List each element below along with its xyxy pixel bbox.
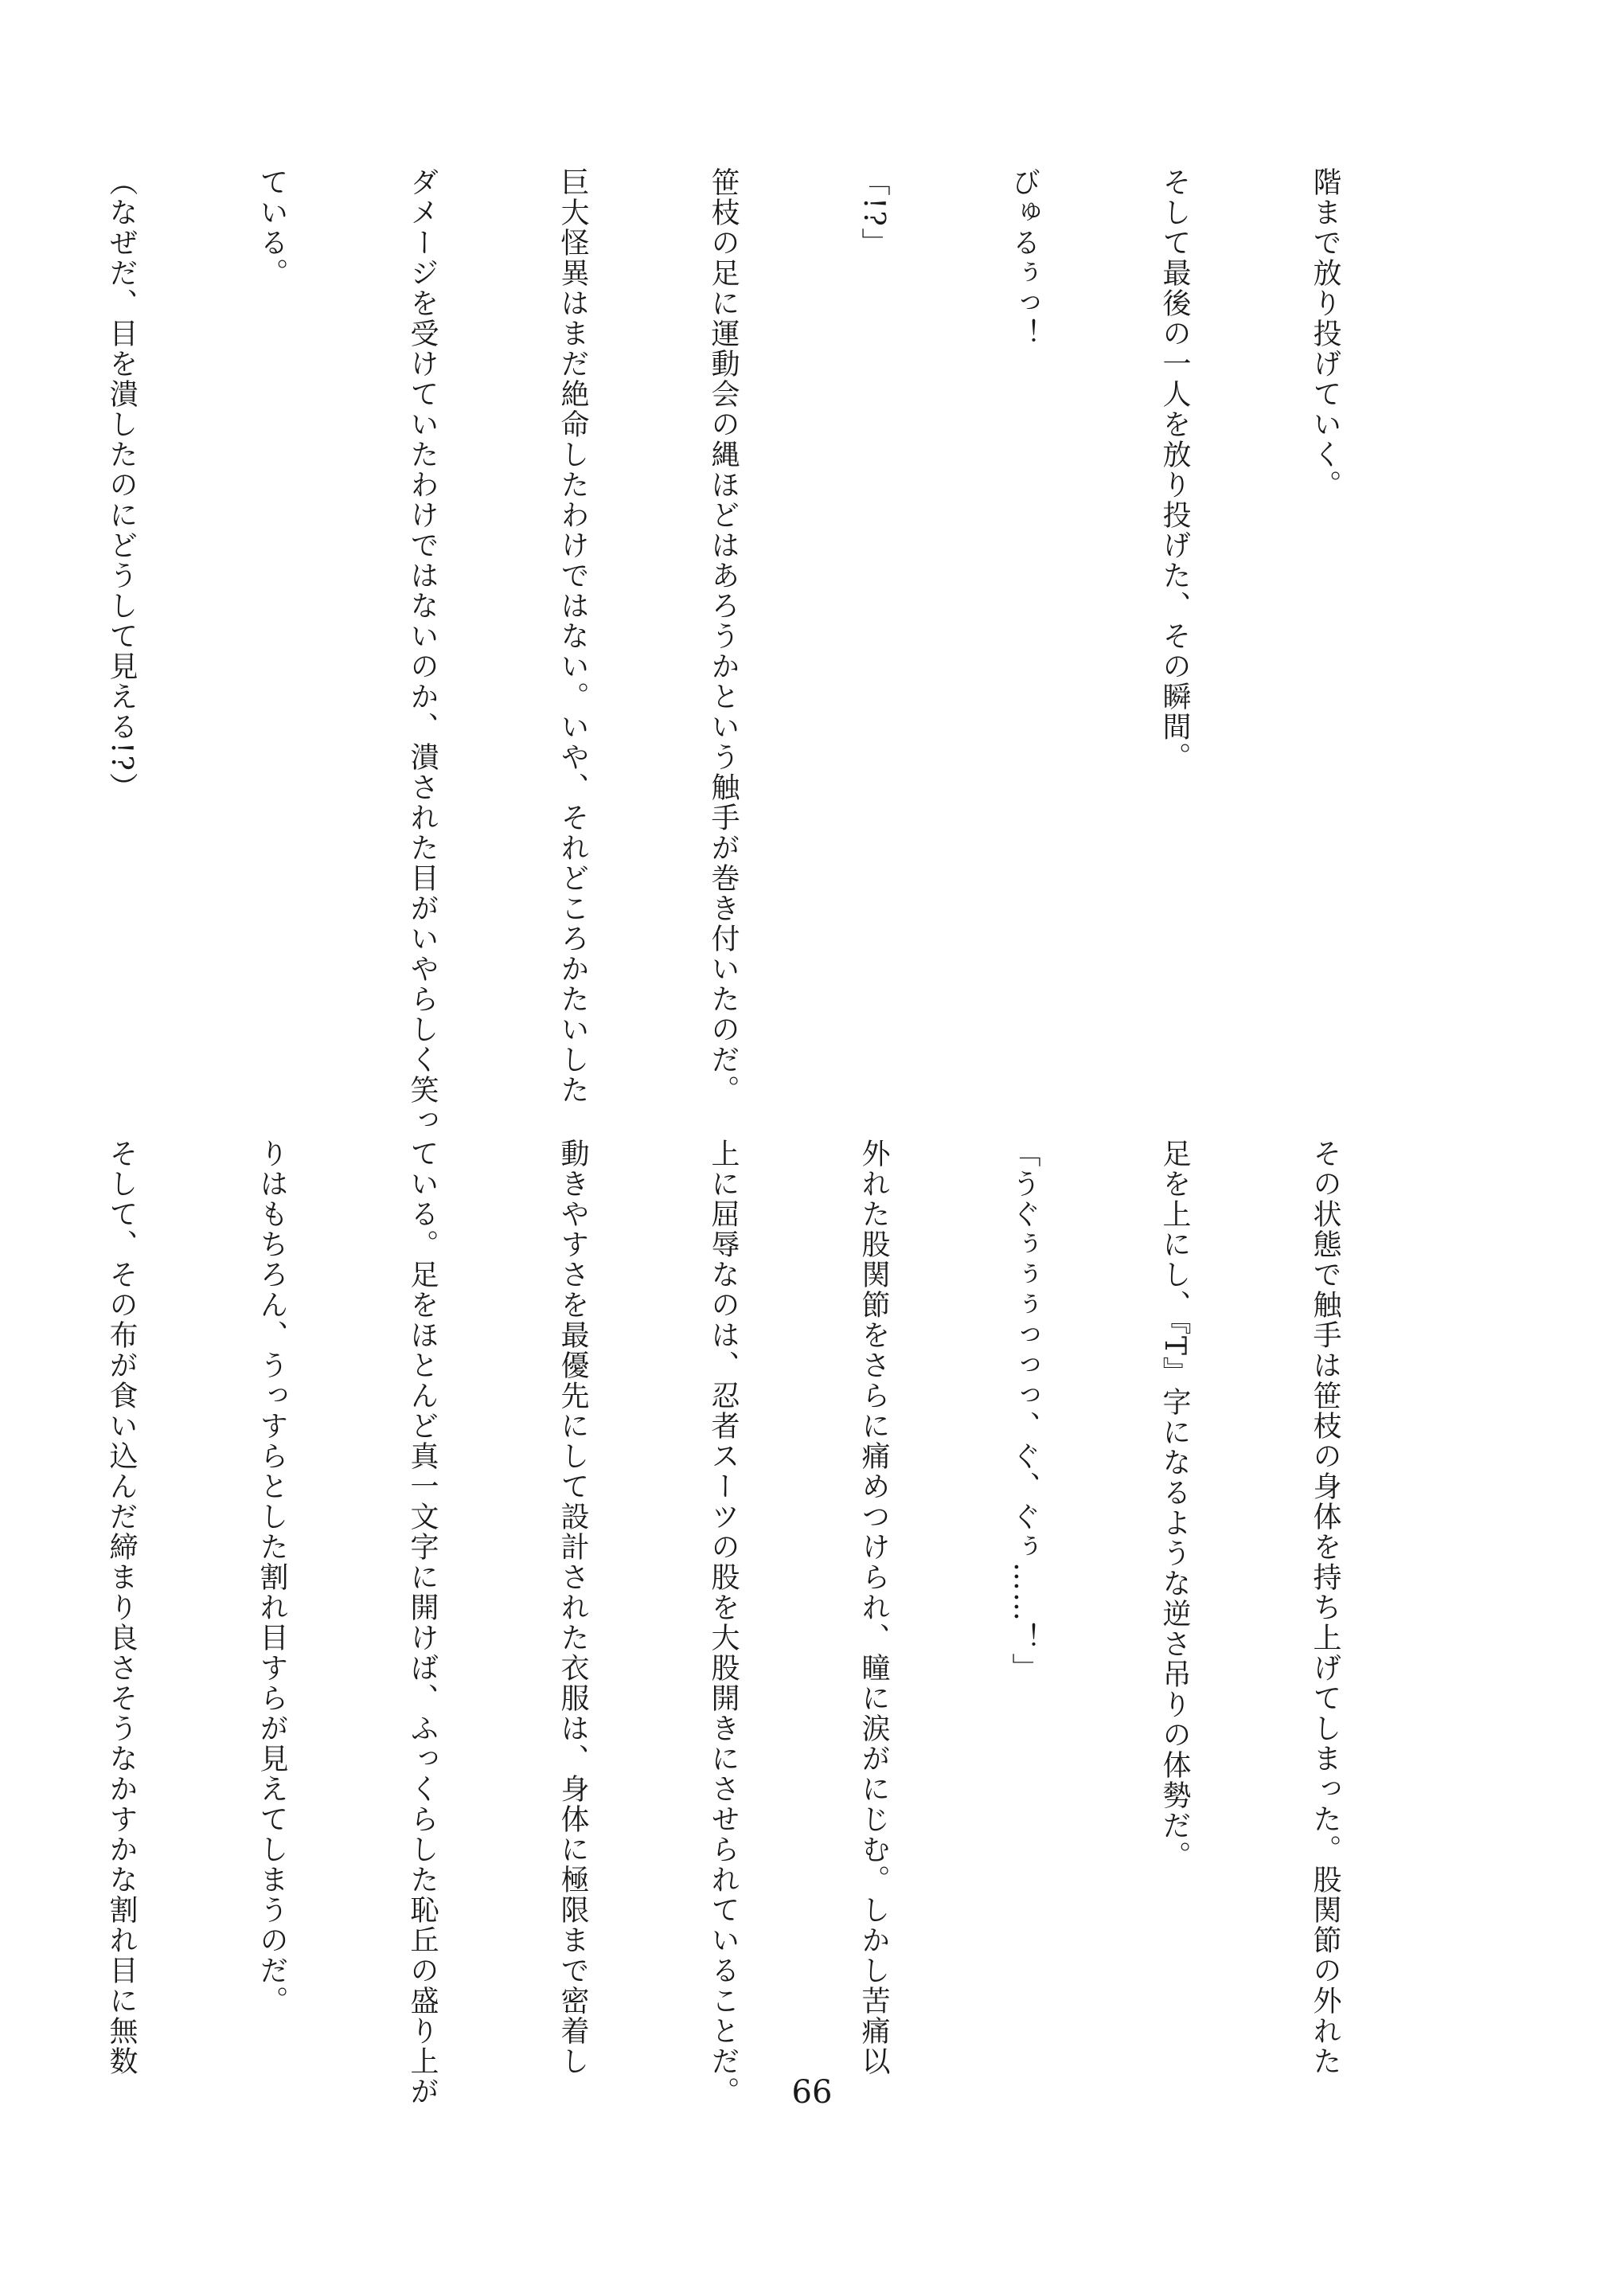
text-line: ダメージを受けていたわけではないのか、潰された目がいやらしく笑っ	[406, 167, 439, 1135]
text-line: 笹枝の足に運動会の縄ほどはあろうかという触手が巻き付いたのだ。	[707, 167, 740, 1105]
text-line: ている。	[256, 167, 288, 288]
text-line: 巨大怪異はまだ絶命したわけではない。いや、それどころかたいした	[556, 167, 589, 1105]
text-line: そして、その布が食い込んだ締まり良さそうなかすかな割れ目に無数	[105, 1139, 138, 2076]
text-line: りはもちろん、うっすらとした割れ目すらが見えてしまうのだ。	[256, 1139, 288, 2016]
text-line: 動きやすさを最優先にして設計された衣服は、身体に極限まで密着し	[556, 1139, 589, 2076]
text-line: 足を上にし、『T』字になるような逆さ吊りの体勢だ。	[1158, 1139, 1191, 1872]
text-line: 「うぐぅぅぅっっっ、ぐ、ぐぅ……！」	[1008, 1139, 1040, 1683]
text-line: その状態で触手は笹枝の身体を持ち上げてしまった。股関節の外れた	[1309, 1139, 1341, 2076]
text-line: 階まで放り投げていく。	[1309, 167, 1341, 500]
text-line: そして最後の一人を放り投げた、その瞬間。	[1158, 167, 1191, 772]
text-line: 上に屈辱なのは、忍者スーツの股を大股開きにさせられていることだ。	[707, 1139, 740, 2107]
text-line: 「!?」	[857, 167, 890, 258]
text-line: （なぜだ、目を潰したのにどうして見える!?）	[105, 167, 138, 803]
text-line: 外れた股関節をさらに痛めつけられ、瞳に涙がにじむ。しかし苦痛以	[857, 1139, 890, 2076]
text-line: ている。足をほとんど真一文字に開けば、ふっくらした恥丘の盛り上が	[406, 1139, 439, 2107]
page-number: 66	[791, 2074, 833, 2111]
text-line: びゅるぅっ！	[1008, 167, 1040, 349]
upper-text-block	[105, 167, 1450, 1135]
